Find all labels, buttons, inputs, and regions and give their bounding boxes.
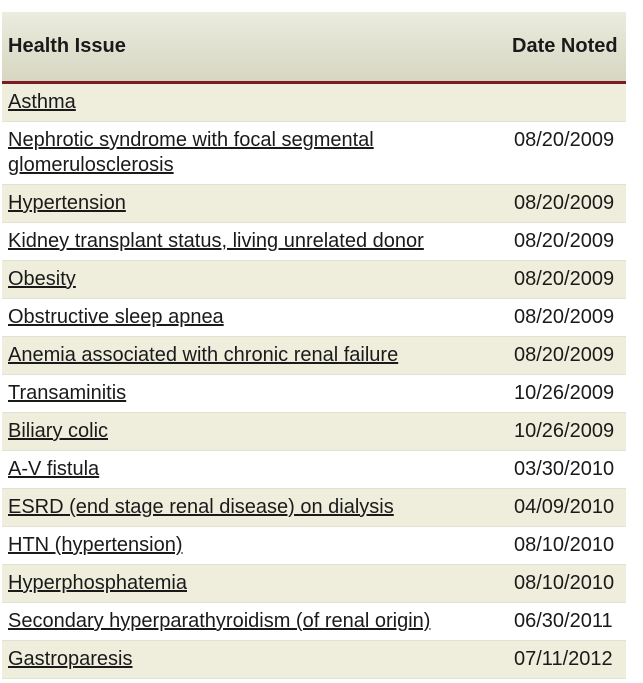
date-noted: 08/20/2009	[506, 337, 626, 375]
date-noted: 08/20/2009	[506, 223, 626, 261]
health-issue-link[interactable]: Hypertension	[8, 192, 126, 214]
health-issue-link[interactable]: Nephrotic syndrome with focal segmental glomerulosclerosis	[8, 129, 374, 176]
health-issue-link[interactable]: Secondary hyperparathyroidism (of renal origin)	[8, 610, 431, 632]
table-row	[2, 299, 626, 337]
health-issues-panel	[2, 12, 626, 679]
table-row	[2, 122, 626, 185]
table-row	[2, 337, 626, 375]
table-row	[2, 413, 626, 451]
date-noted: 08/20/2009	[506, 185, 626, 223]
table-row	[2, 223, 626, 261]
date-noted: 08/20/2009	[506, 299, 626, 337]
health-issue-link[interactable]: HTN (hypertension)	[8, 534, 183, 556]
table-row	[2, 489, 626, 527]
table-row	[2, 451, 626, 489]
date-noted: 08/10/2010	[506, 527, 626, 565]
health-issue-link[interactable]: ESRD (end stage renal disease) on dialysis	[8, 496, 394, 518]
health-issue-link[interactable]: Transaminitis	[8, 382, 127, 404]
date-noted	[506, 83, 626, 122]
table-body	[2, 83, 626, 679]
health-issue-link[interactable]: Gastroparesis	[8, 648, 133, 670]
health-issue-link[interactable]: Kidney transplant status, living unrelated donor	[8, 230, 424, 252]
health-issue-link[interactable]: Hyperphosphatemia	[8, 572, 187, 594]
health-issue-link[interactable]: A-V fistula	[8, 458, 100, 480]
table-row	[2, 185, 626, 223]
health-issue-link[interactable]: Obesity	[8, 268, 76, 290]
health-issues-table	[2, 12, 626, 679]
date-noted: 03/30/2010	[506, 451, 626, 489]
table-row	[2, 641, 626, 679]
date-noted: 06/30/2011	[506, 603, 626, 641]
date-noted: 07/11/2012	[506, 641, 626, 679]
table-row	[2, 565, 626, 603]
table-row	[2, 261, 626, 299]
date-noted: 08/20/2009	[506, 122, 626, 185]
date-noted: 04/09/2010	[506, 489, 626, 527]
table-row	[2, 375, 626, 413]
table-header	[2, 12, 626, 83]
column-header-health-issue: Health Issue	[2, 12, 506, 83]
date-noted: 10/26/2009	[506, 413, 626, 451]
health-issue-link[interactable]: Asthma	[8, 91, 76, 113]
column-header-date-noted: Date Noted	[506, 12, 626, 83]
date-noted: 08/20/2009	[506, 261, 626, 299]
table-row	[2, 83, 626, 122]
health-issue-link[interactable]: Biliary colic	[8, 420, 109, 442]
table-row	[2, 603, 626, 641]
table-row	[2, 527, 626, 565]
health-issue-link[interactable]: Anemia associated with chronic renal failure	[8, 344, 399, 366]
health-issue-link[interactable]: Obstructive sleep apnea	[8, 306, 224, 328]
date-noted: 10/26/2009	[506, 375, 626, 413]
date-noted: 08/10/2010	[506, 565, 626, 603]
